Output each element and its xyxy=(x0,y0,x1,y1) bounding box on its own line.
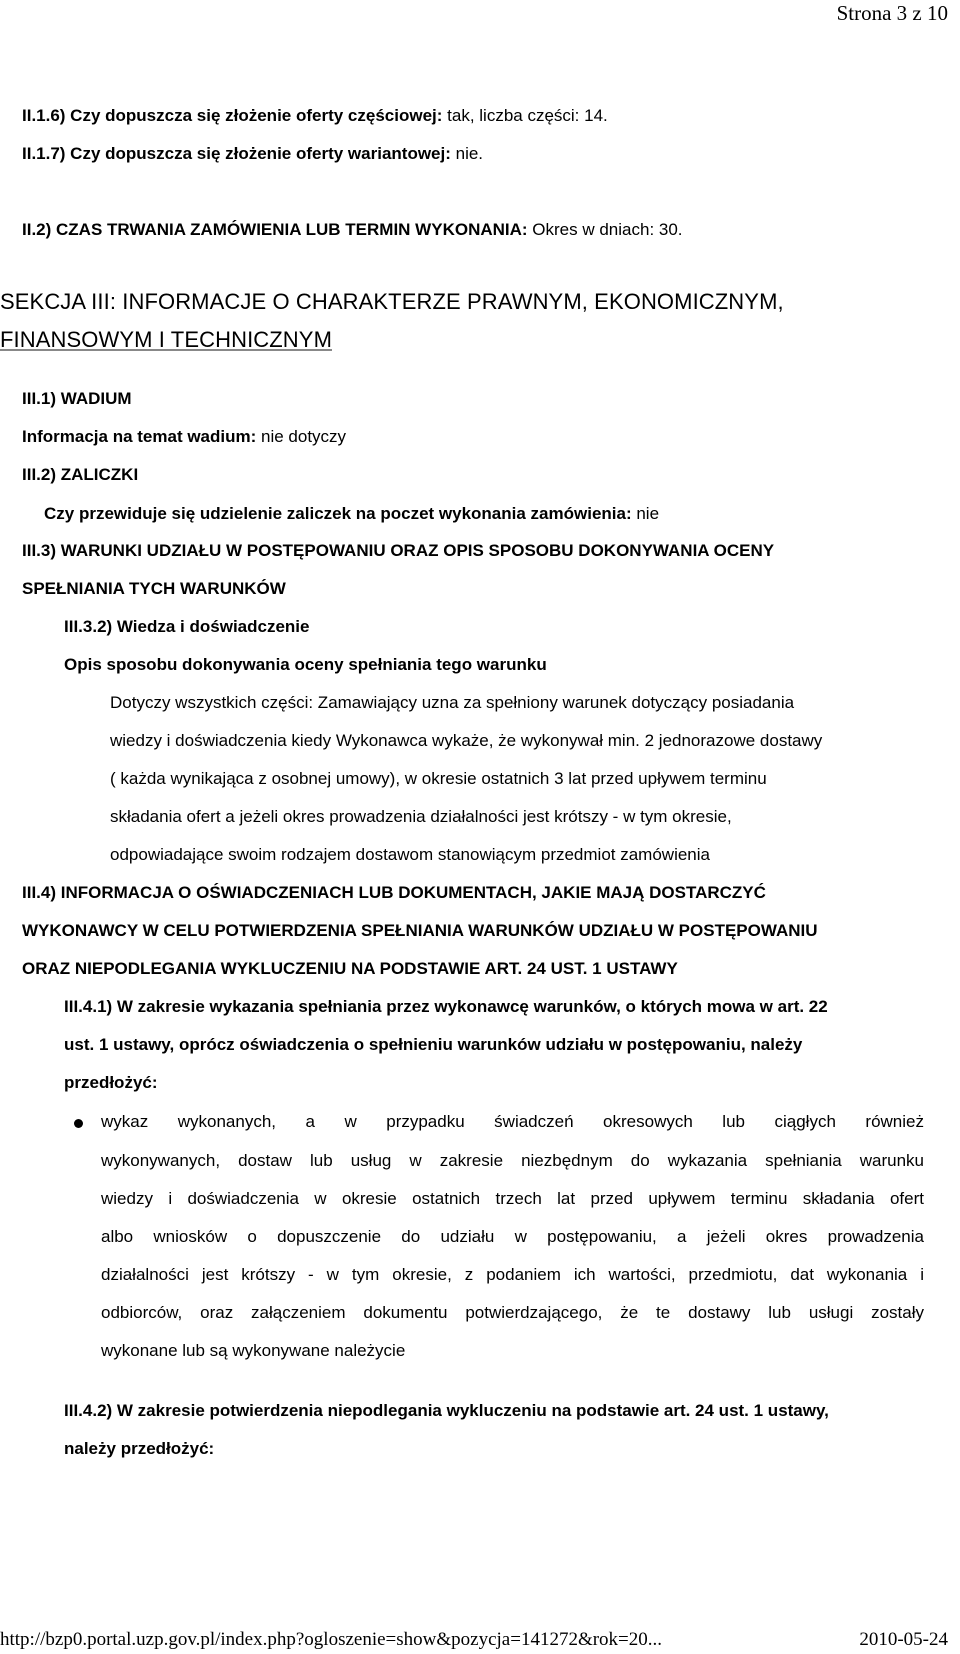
footer-date: 2010-05-24 xyxy=(859,1629,948,1650)
partial-offer-value: tak, liczba części: 14. xyxy=(442,106,608,125)
opis-line: ( każda wynikająca z osobnej umowy), w okresie ostatnich 3 lat przed upływem terminu xyxy=(110,769,767,788)
partial-offer-line xyxy=(22,104,608,128)
wiedza-heading: III.3.2) Wiedza i doświadczenie xyxy=(64,617,310,636)
opis-line: wiedzy i doświadczenia kiedy Wykonawca wykaże, że wykonywał min. 2 jednorazowe dostawy xyxy=(110,731,823,750)
section-heading-line1: SEKCJA III: INFORMACJE O CHARAKTERZE PRAWNYM, EKONOMICZNYM, xyxy=(0,289,784,314)
warunki-heading-line2: SPEŁNIANIA TYCH WARUNKÓW xyxy=(22,579,286,598)
variant-offer-value: nie. xyxy=(450,144,484,163)
info42-line: III.4.2) W zakresie potwierdzenia niepodlegania wykluczeniu na podstawie art. 24 ust. 1 ustawy, xyxy=(64,1401,829,1420)
bullet-line: wykaz wykonanych, a w przypadku świadczeń okresowych lub ciągłych również xyxy=(101,1112,924,1131)
duration-line xyxy=(22,218,683,242)
warunki-heading-line1: III.3) WARUNKI UDZIAŁU W POSTĘPOWANIU ORAZ OPIS SPOSOBU DOKONYWANIA OCENY xyxy=(22,541,775,560)
partial-offer-label: II.1.6) Czy dopuszcza się złożenie oferty częściowej: xyxy=(22,106,443,125)
bullet-icon xyxy=(74,1119,83,1128)
info41-line: III.4.1) W zakresie wykazania spełniania przez wykonawcę warunków, o których mowa w art. 22 xyxy=(64,997,828,1016)
info42-line: należy przedłożyć: xyxy=(64,1439,215,1458)
section-heading-line2 xyxy=(0,325,332,355)
variant-offer-label: II.1.7) Czy dopuszcza się złożenie oferty wariantowej: xyxy=(22,144,451,163)
info41-line: ust. 1 ustawy, oprócz oświadczenia o spełnieniu warunków udziału w postępowaniu, należy xyxy=(64,1035,803,1054)
wadium-value: nie dotyczy xyxy=(256,427,347,446)
duration-value: Okres w dniach: 30. xyxy=(527,220,683,239)
opis-line: składania ofert a jeżeli okres prowadzenia działalności jest krótszy - w tym okresie, xyxy=(110,807,732,826)
bullet-line: odbiorców, oraz załączeniem dokumentu potwierdzającego, że te dostawy lub usługi zostały xyxy=(101,1303,924,1322)
page-number: Strona 3 z 10 xyxy=(836,1,948,25)
bullet-line: działalności jest krótszy - w tym okresie, z podaniem ich wartości, przedmiotu, dat wykonania i xyxy=(101,1265,924,1284)
wadium-heading: III.1) WADIUM xyxy=(22,389,132,408)
zaliczki-heading: III.2) ZALICZKI xyxy=(22,465,139,484)
zaliczki-value: nie xyxy=(631,504,660,523)
info-heading-line: III.4) INFORMACJA O OŚWIADCZENIACH LUB DOKUMENTACH, JAKIE MAJĄ DOSTARCZYĆ xyxy=(22,883,766,902)
wadium-label: Informacja na temat wadium: xyxy=(22,427,257,446)
opis-line: odpowiadające swoim rodzajem dostawom stanowiącym przedmiot zamówienia xyxy=(110,845,710,864)
zaliczki-info-line xyxy=(44,502,659,526)
bullet-line: wykonywanych, dostaw lub usług w zakresie niezbędnym do wykazania spełniania warunku xyxy=(101,1151,924,1170)
zaliczki-label: Czy przewiduje się udzielenie zaliczek na poczet wykonania zamówienia: xyxy=(44,504,632,523)
info-heading-line: ORAZ NIEPODLEGANIA WYKLUCZENIU NA PODSTAWIE ART. 24 UST. 1 USTAWY xyxy=(22,959,678,978)
opis-heading: Opis sposobu dokonywania oceny spełniania tego warunku xyxy=(64,655,547,674)
duration-label: II.2) CZAS TRWANIA ZAMÓWIENIA LUB TERMIN WYKONANIA: xyxy=(22,220,528,239)
bullet-line: wykonane lub są wykonywane należycie xyxy=(101,1341,406,1360)
opis-line: Dotyczy wszystkich części: Zamawiający uzna za spełniony warunek dotyczący posiadania xyxy=(110,693,795,712)
bullet-line: albo wniosków o dopuszczenie do udziału w postępowaniu, a jeżeli okres prowadzenia xyxy=(101,1227,924,1246)
footer-url: http://bzp0.portal.uzp.gov.pl/index.php?ogloszenie=show&pozycja=141272&rok=20... xyxy=(0,1629,663,1650)
section-heading-line2-text: FINANSOWYM I TECHNICZNYM xyxy=(0,327,332,352)
info41-line: przedłożyć: xyxy=(64,1073,158,1092)
wadium-info-line xyxy=(22,425,346,449)
info-heading-line: WYKONAWCY W CELU POTWIERDZENIA SPEŁNIANIA WARUNKÓW UDZIAŁU W POSTĘPOWANIU xyxy=(22,921,818,940)
variant-offer-line xyxy=(22,142,483,166)
bullet-line: wiedzy i doświadczenia w okresie ostatnich trzech lat przed upływem terminu składania ofert xyxy=(101,1189,924,1208)
